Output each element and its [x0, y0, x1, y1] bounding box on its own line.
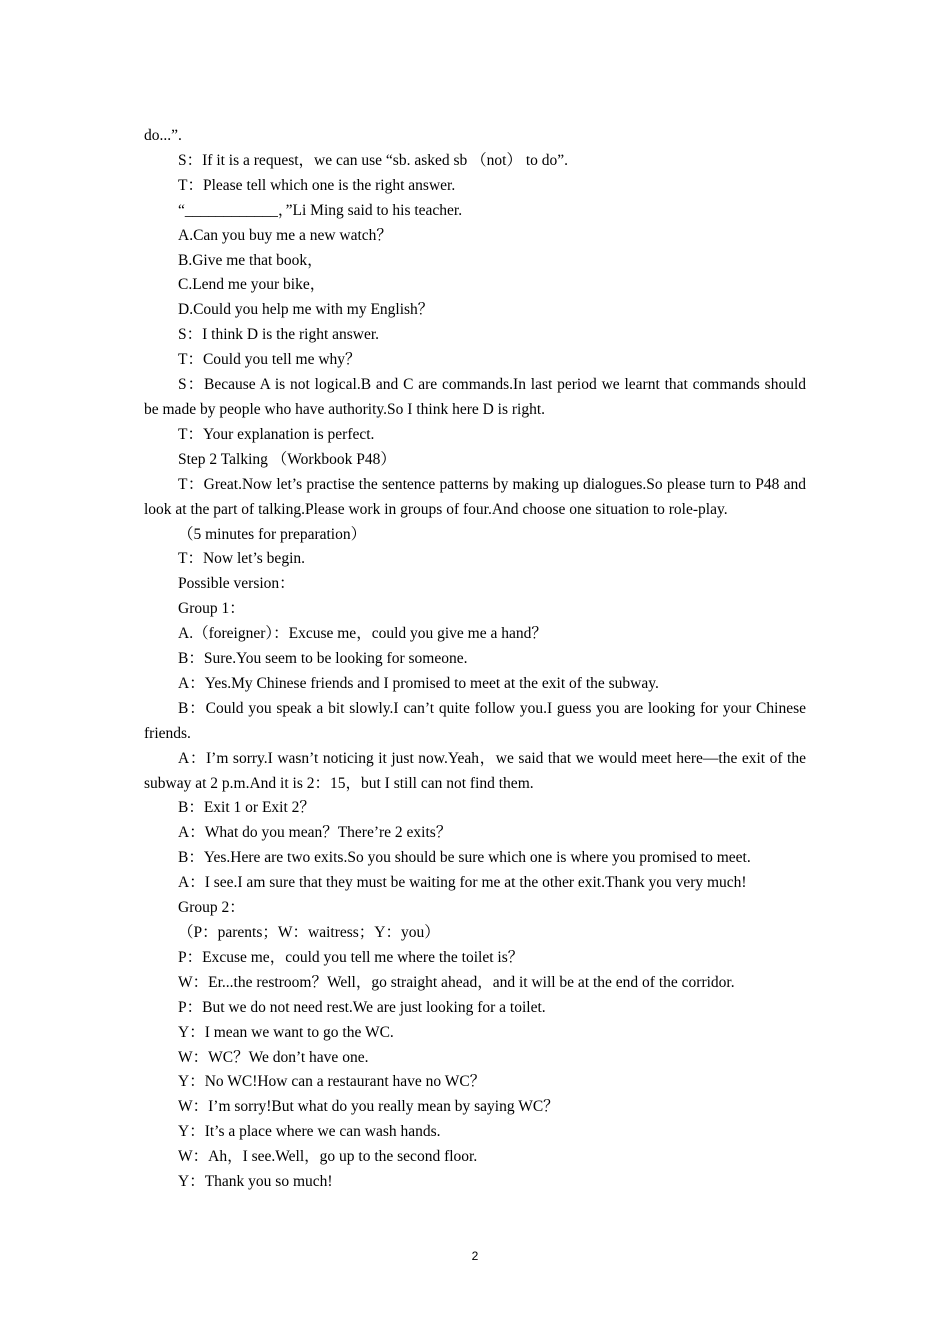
- paragraph: A.Can you buy me a new watch？: [178, 226, 392, 244]
- paragraph: C.Lend me your bike，: [178, 276, 326, 294]
- paragraph: Possible version：: [178, 575, 295, 593]
- document-body: [144, 124, 806, 1195]
- paragraph: A：Yes.My Chinese friends and I promised to meet at the exit of the subway.: [178, 674, 659, 692]
- page-number: 2: [471, 1249, 479, 1263]
- paragraph: （P：parents；W：waitress；Y：you）: [178, 924, 440, 941]
- paragraph: “____________，”Li Ming said to his teacher.: [178, 201, 463, 219]
- paragraph: T：Great.Now let’s practise the sentence patterns by making up dialogues.So please turn to P48 and look at the part of talking.Please work in groups of four.And choose one situation to role-play.: [144, 475, 806, 518]
- paragraph: S：Because A is not logical.B and C are commands.In last period we learnt that commands should be made by people who have authority.So I think here D is right.: [144, 376, 806, 418]
- paragraph: S：I think D is the right answer.: [178, 326, 380, 344]
- paragraph: W：Ah，I see.Well，go up to the second floor.: [178, 1148, 478, 1166]
- paragraph: Y：Thank you so much!: [178, 1173, 333, 1191]
- paragraph: A：I see.I am sure that they must be waiting for me at the other exit.Thank you very much!: [178, 874, 747, 892]
- paragraph: Group 1：: [178, 600, 245, 618]
- paragraph: T：Your explanation is perfect.: [178, 425, 375, 443]
- paragraph: B：Exit 1 or Exit 2？: [178, 799, 315, 817]
- paragraph: A：What do you mean？There’re 2 exits？: [178, 824, 452, 842]
- paragraph: T：Please tell which one is the right answer.: [178, 176, 456, 194]
- paragraph: T：Now let’s begin.: [178, 550, 305, 568]
- paragraph: B.Give me that book，: [178, 251, 323, 269]
- paragraph: W：WC？We don’t have one.: [178, 1048, 369, 1066]
- paragraph: B：Could you speak a bit slowly.I can’t quite follow you.I guess you are looking for your Chinese friends.: [144, 699, 806, 742]
- paragraph: A.（foreigner）：Excuse me，could you give me a hand？: [178, 625, 547, 643]
- paragraph: S：If it is a request，we can use “sb. asked sb （not） to do”.: [178, 151, 569, 169]
- paragraph: Step 2 Talking （Workbook P48）: [178, 450, 396, 468]
- paragraph: D.Could you help me with my English？: [178, 301, 434, 319]
- paragraph: Y：I mean we want to go the WC.: [178, 1023, 394, 1041]
- paragraph: T：Could you tell me why？: [178, 351, 361, 369]
- paragraph: （5 minutes for preparation）: [178, 525, 367, 543]
- paragraph: B：Yes.Here are two exits.So you should be sure which one is where you promised to meet.: [178, 849, 751, 867]
- paragraph: do...”.: [144, 127, 182, 144]
- paragraph: Y：It’s a place where we can wash hands.: [178, 1123, 441, 1141]
- paragraph: Y：No WC!How can a restaurant have no WC？: [178, 1073, 486, 1091]
- paragraph: W：I’m sorry!But what do you really mean by saying WC？: [178, 1098, 559, 1116]
- paragraph: W：Er...the restroom？Well，go straight ahead，and it will be at the end of the corridor.: [178, 973, 735, 991]
- paragraph: P：Excuse me，could you tell me where the toilet is？: [178, 948, 524, 966]
- paragraph: B：Sure.You seem to be looking for someone.: [178, 650, 468, 668]
- paragraph: P：But we do not need rest.We are just looking for a toilet.: [178, 998, 546, 1016]
- paragraph: Group 2：: [178, 899, 245, 917]
- paragraph: A：I’m sorry.I wasn’t noticing it just now.Yeah，we said that we would meet here—the exit of the subway at 2 p.m.And it is 2：15，but I still can not find them.: [144, 749, 806, 792]
